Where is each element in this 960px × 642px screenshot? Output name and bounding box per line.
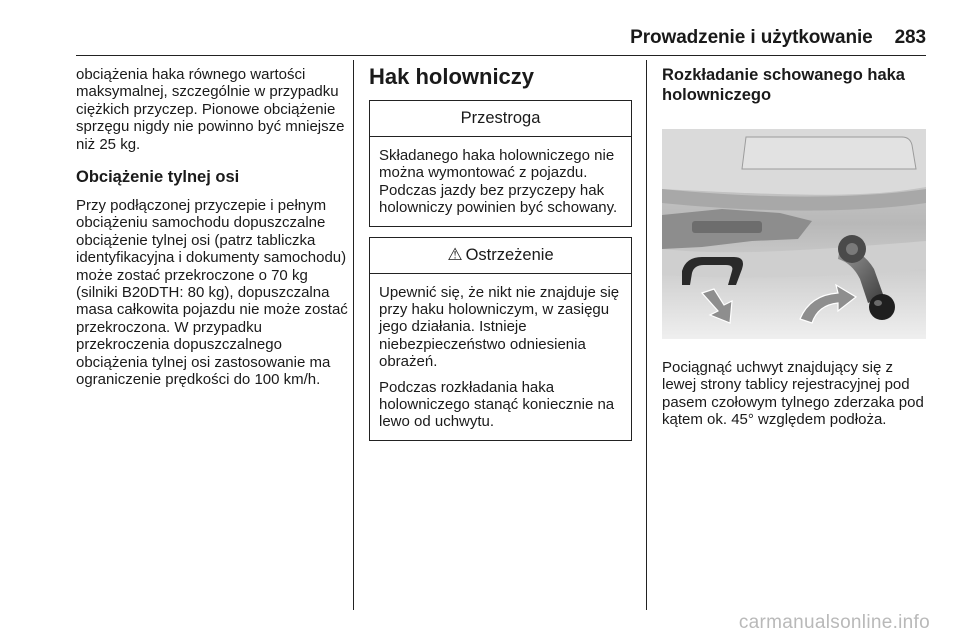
warning-title: Ostrzeżenie <box>465 245 554 264</box>
warning-header <box>370 238 631 274</box>
warning-triangle-icon: ⚠ <box>447 244 463 264</box>
section-title-tow-hook: Hak holowniczy <box>369 64 535 89</box>
tow-hook-photo <box>662 129 926 339</box>
watermark: carmanualsonline.info <box>738 612 930 633</box>
page-header <box>76 27 926 49</box>
column-right <box>662 60 926 429</box>
column-left <box>76 60 352 389</box>
caution-box <box>369 100 632 227</box>
heading-unfold-tow-hook: Rozkładanie schowanego haka holowniczego <box>662 66 905 104</box>
header-title: Prowadzenie i użytkowanie <box>630 27 873 48</box>
unfold-instruction-text: Pociągnąć uchwyt znajdujący się z lewej strony tablicy rejestracyjnej pod pasem czołowym tylnego zderzaka pod kątem ok. 45° względem podłoża. <box>662 359 924 429</box>
warning-text-1: Upewnić się, że nikt nie znajduje się przy haku holowniczym, w zasięgu jego działania. Istnieje niebezpieczeństwo odniesienia obrażeń. <box>379 283 620 371</box>
caution-title: Przestroga <box>370 101 631 137</box>
warning-box <box>369 237 632 441</box>
warning-text-2: Podczas rozkładania haka holowniczego stanąć koniecznie na lewo od uchwytu. <box>379 378 615 431</box>
paragraph-rear-axle-load: Przy podłączonej przyczepie i pełnym obciążeniu samochodu dopuszczalne obciążenie tylnej osi (patrz tabliczka identyfikacyjna i dokumenty samochodu) może zostać przekroczone o 70 kg (silniki B20DTH: 80 kg), dopuszczalna masa całkowita pojazdu nie może zostać przekroczona. W przypadku przekroczenia dopuszczalnego obciążenia tylnej osi zastosowanie ma ograniczenie prędkości do 100 km/h. <box>76 197 348 389</box>
column-divider-2 <box>646 60 647 610</box>
column-middle <box>369 60 632 451</box>
paragraph-hook-load: obciążenia haka równego wartości maksymalnej, szczególnie w przypadku ciężkich przyczep. Pionowe obciążenie sprzęgu nigdy nie powinno być mniejsze niż 25 kg. <box>76 66 345 153</box>
header-rule <box>76 55 926 56</box>
page-number: 283 <box>894 27 926 48</box>
tow-hook-illustration <box>662 129 926 339</box>
caution-text: Składanego haka holowniczego nie można wymontować z pojazdu. Podczas jazdy bez przyczepy hak holowniczy powinien być schowany. <box>379 147 618 217</box>
column-divider-1 <box>353 60 354 610</box>
heading-rear-axle-load: Obciążenie tylnej osi <box>76 168 240 187</box>
